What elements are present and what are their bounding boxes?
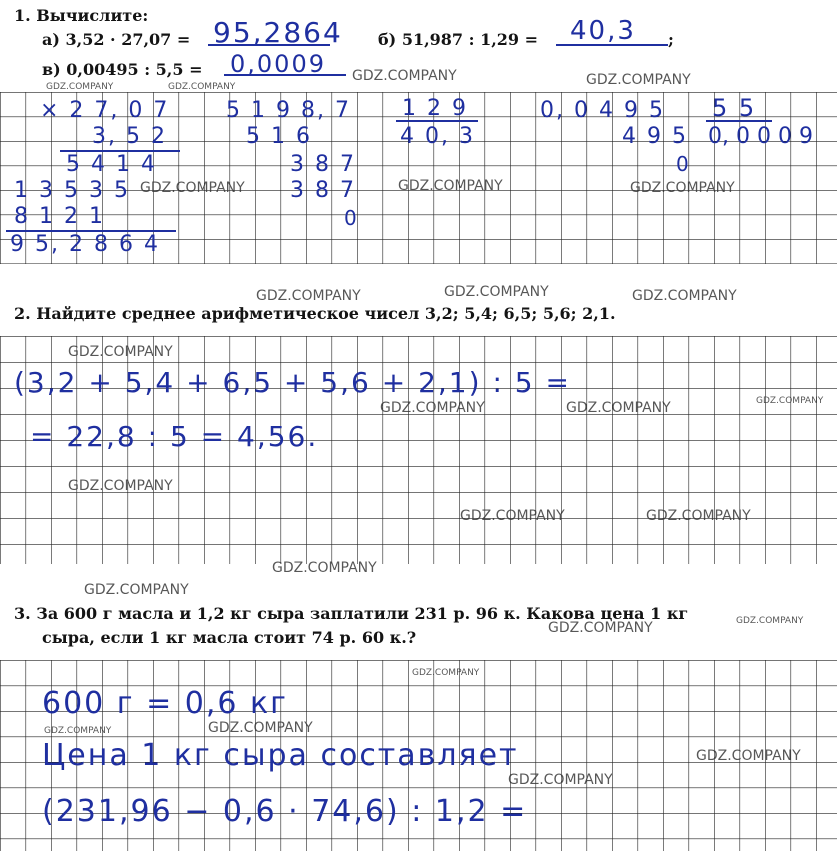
watermark: GDZ.COMPANY bbox=[412, 668, 480, 678]
task1-b-tail: ; bbox=[668, 30, 674, 49]
div1-line-5: 0 bbox=[344, 206, 359, 230]
watermark: GDZ.COMPANY bbox=[460, 508, 565, 524]
task3-line-3: (231,96 − 0,6 · 74,6) : 1,2 = bbox=[42, 794, 528, 829]
task1-v-label: в) 0,00495 : 5,5 = bbox=[42, 60, 203, 79]
watermark: GDZ.COMPANY bbox=[548, 620, 653, 636]
div2-dividend: 0, 0 4 9 5 bbox=[540, 98, 665, 123]
mul-line-5: 8 1 2 1 bbox=[14, 204, 105, 229]
watermark: GDZ.COMPANY bbox=[208, 720, 313, 736]
div2-line-2: 4 9 5 bbox=[622, 124, 688, 149]
div2-divisor: 5 5 bbox=[712, 94, 757, 122]
watermark: GDZ.COMPANY bbox=[696, 748, 801, 764]
watermark: GDZ.COMPANY bbox=[630, 180, 735, 196]
watermark: GDZ.COMPANY bbox=[398, 178, 503, 194]
div1-quotient-rule bbox=[396, 120, 478, 122]
task1-b-label: б) 51,987 : 1,29 = bbox=[378, 30, 539, 49]
task3-title-line-2: сыра, если 1 кг масла стоит 74 р. 60 к.? bbox=[42, 628, 417, 647]
watermark: GDZ.COMPANY bbox=[756, 396, 824, 406]
div1-line-2: 5 1 6 bbox=[246, 124, 312, 149]
mul-line-4: 1 3 5 3 5 bbox=[14, 178, 130, 203]
div2-line-3: 0 bbox=[676, 152, 691, 176]
watermark: GDZ.COMPANY bbox=[444, 284, 549, 300]
mul-line-2: 3, 5 2 bbox=[92, 124, 167, 149]
div1-line-3: 3 8 7 bbox=[290, 152, 356, 177]
watermark: GDZ.COMPANY bbox=[646, 508, 751, 524]
task3-line-1: 600 г = 0,6 кг bbox=[42, 686, 288, 721]
watermark: GDZ.COMPANY bbox=[586, 72, 691, 88]
task3-line-2: Цена 1 кг сыра составляет bbox=[42, 738, 519, 773]
mul-line-6: 9 5, 2 8 6 4 bbox=[10, 232, 160, 257]
mul-line-3: 5 4 1 4 bbox=[66, 152, 157, 177]
div1-line-4: 3 8 7 bbox=[290, 178, 356, 203]
task1-a-label: а) 3,52 · 27,07 = bbox=[42, 30, 191, 49]
task1-v-answer: 0,0009 bbox=[230, 50, 326, 78]
mul-rule-1 bbox=[60, 150, 180, 152]
task2-title: 2. Найдите среднее арифметическое чисел 3,2; 5,4; 6,5; 5,6; 2,1. bbox=[14, 304, 616, 323]
watermark: GDZ.COMPANY bbox=[168, 82, 236, 92]
watermark: GDZ.COMPANY bbox=[380, 400, 485, 416]
watermark: GDZ.COMPANY bbox=[508, 772, 613, 788]
watermark: GDZ.COMPANY bbox=[68, 344, 173, 360]
div2-quotient: 0, 0 0 0 9 bbox=[708, 124, 813, 149]
watermark: GDZ.COMPANY bbox=[84, 582, 189, 598]
task2-line-1: (3,2 + 5,4 + 6,5 + 5,6 + 2,1) : 5 = bbox=[14, 366, 571, 399]
watermark: GDZ.COMPANY bbox=[352, 68, 457, 84]
mul-line-1: × 2 7, 0 7 bbox=[40, 98, 170, 123]
task3-title-line-1: 3. За 600 г масла и 1,2 кг сыра заплатили 231 р. 96 к. Какова цена 1 кг bbox=[14, 604, 689, 623]
watermark: GDZ.COMPANY bbox=[140, 180, 245, 196]
task1-b-underline bbox=[556, 44, 668, 46]
task1-title: 1. Вычислите: bbox=[14, 6, 149, 25]
watermark: GDZ.COMPANY bbox=[632, 288, 737, 304]
watermark: GDZ.COMPANY bbox=[256, 288, 361, 304]
div1-quotient: 4 0, 3 bbox=[400, 124, 475, 149]
div1-dividend: 5 1 9 8, 7 bbox=[226, 98, 351, 123]
task1-a-answer: 95,2864 bbox=[213, 16, 343, 49]
watermark: GDZ.COMPANY bbox=[46, 82, 114, 92]
watermark: GDZ.COMPANY bbox=[44, 726, 112, 736]
watermark: GDZ.COMPANY bbox=[566, 400, 671, 416]
task1-b-answer: 40,3 bbox=[570, 16, 636, 46]
watermark: GDZ.COMPANY bbox=[736, 616, 804, 626]
task1-v-underline bbox=[224, 74, 346, 76]
task2-line-2: = 22,8 : 5 = 4,56. bbox=[30, 420, 319, 453]
div1-divisor: 1 2 9 bbox=[402, 96, 468, 121]
watermark: GDZ.COMPANY bbox=[68, 478, 173, 494]
task1-a-underline bbox=[208, 44, 330, 46]
div2-quotient-rule bbox=[706, 120, 772, 122]
mul-rule-2 bbox=[6, 230, 176, 232]
watermark: GDZ.COMPANY bbox=[272, 560, 377, 576]
